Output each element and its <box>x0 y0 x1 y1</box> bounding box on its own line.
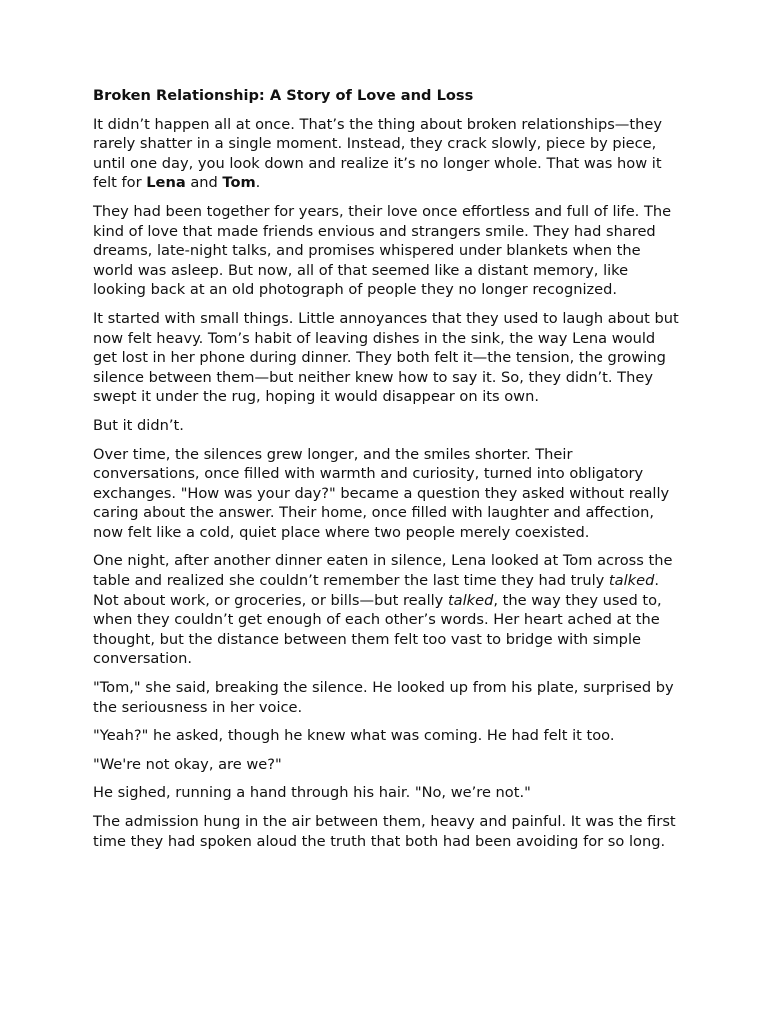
paragraph-4: But it didn’t. <box>93 416 184 434</box>
paragraph-6-text-c: , the way they used to, when they couldn’t get enough of each other’s words. Her heart ached at the thought, but the distance between them felt too vast to bridge with simple conversation. <box>93 591 662 668</box>
paragraph-7: "Tom," she said, breaking the silence. He looked up from his plate, surprised by the seriousness in her voice. <box>93 679 674 716</box>
name-lena: Lena <box>146 174 186 192</box>
paragraph-10: He sighed, running a hand through his hair. "No, we’re not." <box>93 784 531 802</box>
paragraph-1-text-a: It didn’t happen all at once. That’s the thing about broken relationships—they rarely shatter in a single moment. Instead, they crack slowly, piece by piece, until one day, you look down and realize it’s no longer whole. That was how it felt for <box>93 115 662 192</box>
paragraph-9: "We're not okay, are we?" <box>93 755 282 773</box>
paragraph-1-text-b: and <box>185 174 223 192</box>
document-page <box>93 86 683 860</box>
paragraph-6 <box>93 551 683 669</box>
name-tom: Tom <box>222 174 256 192</box>
paragraph-5: Over time, the silences grew longer, and the smiles shorter. Their conversations, once filled with warmth and curiosity, turned into obligatory exchanges. "How was your day?" became a question they asked without really caring about the answer. Their home, once filled with laughter and affection, now felt like a cold, quiet place where two people merely coexisted. <box>93 445 670 541</box>
paragraph-2: They had been together for years, their love once effortless and full of life. The kind of love that made friends envious and strangers smile. They had shared dreams, late-night talks, and promises whispered under blankets when the world was asleep. But now, all of that seemed like a distant memory, like looking back at an old photograph of people they no longer recognized. <box>93 202 672 299</box>
paragraph-11: The admission hung in the air between them, heavy and painful. It was the first time they had spoken aloud the truth that both had been avoiding for so long. <box>93 813 676 850</box>
emphasis-talked-2: talked <box>447 591 494 609</box>
paragraph-6-text-b: . Not about work, or groceries, or bills—but really <box>93 572 659 609</box>
paragraph-1 <box>93 115 683 193</box>
paragraph-8: "Yeah?" he asked, though he knew what was coming. He had felt it too. <box>93 727 615 745</box>
emphasis-talked-1: talked <box>608 572 655 590</box>
paragraph-3: It started with small things. Little annoyances that they used to laugh about but now felt heavy. Tom’s habit of leaving dishes in the sink, the way Lena would get lost in her phone during dinner. They both felt it—the tension, the growing silence between them—but neither knew how to say it. So, they didn’t. They swept it under the rug, hoping it would disappear on its own. <box>93 309 679 406</box>
document-title: Broken Relationship: A Story of Love and Loss <box>93 87 474 104</box>
paragraph-6-text-a: One night, after another dinner eaten in silence, Lena looked at Tom across the table and realized she couldn’t remember the last time they had truly <box>93 552 673 590</box>
paragraph-1-text-c: . <box>255 174 261 192</box>
